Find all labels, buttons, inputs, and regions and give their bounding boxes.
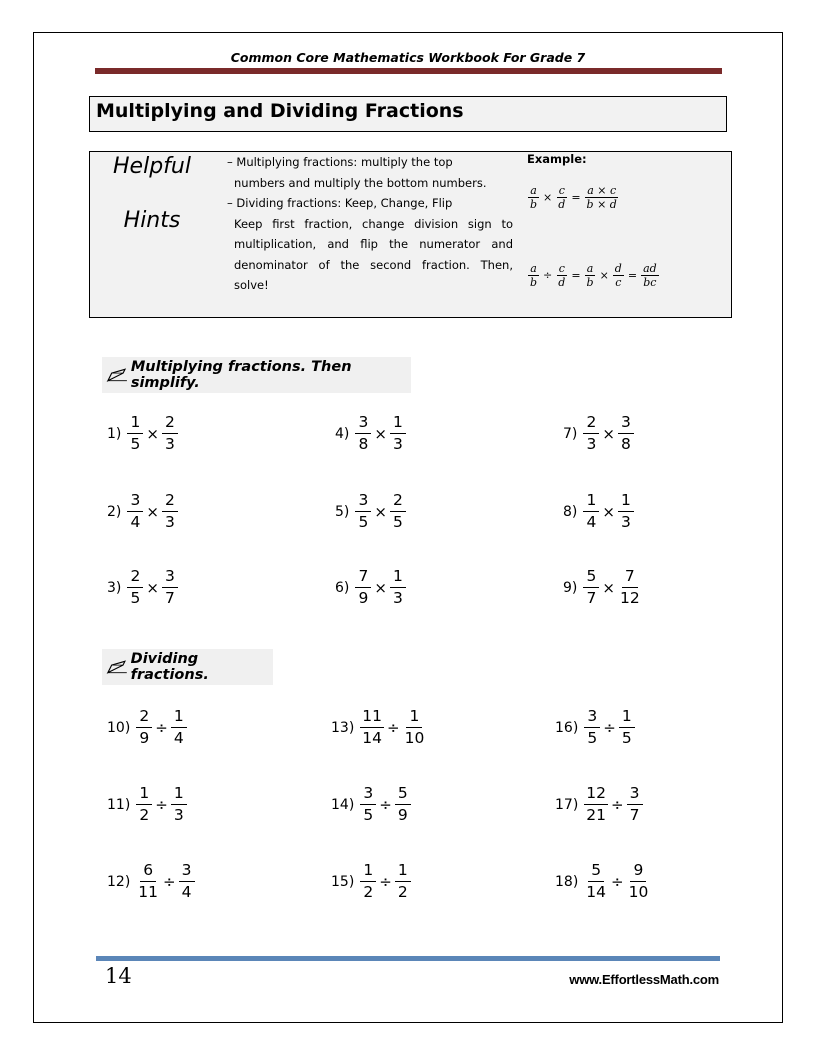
pencil-icon: [106, 659, 129, 675]
operator: ÷: [379, 872, 392, 891]
operator: ÷: [611, 872, 624, 891]
problem-number: 15): [331, 873, 355, 890]
formula-fraction: $\frac{c}{d}$: [558, 184, 566, 211]
hints-label-helpful: Helpful: [113, 154, 191, 179]
problem-number: 2): [107, 503, 122, 520]
formula-fraction: $\frac{ad}{bc}$: [643, 262, 657, 289]
fraction: $\frac{9}{10}$: [628, 861, 649, 901]
problem-number: 16): [555, 719, 579, 736]
fraction: $\frac{3}{8}$: [618, 412, 634, 455]
hint-divide-title-strong: – Dividing fractions:: [227, 196, 342, 210]
problem-number: 8): [563, 503, 578, 520]
operator: ÷: [611, 795, 624, 814]
fraction: $\frac{3}{7}$: [627, 783, 643, 826]
fraction: $\frac{2}{3}$: [162, 490, 178, 533]
hints-text: [227, 152, 513, 296]
formula-fraction: $\frac{a}{b}$: [530, 184, 538, 211]
problem-number: 5): [335, 503, 350, 520]
hint-divide-title-rest: Keep, Change, Flip: [341, 196, 453, 210]
operator: ×: [374, 502, 387, 521]
hint-multiply-line-1: – Multiplying fractions: multiply the top: [227, 155, 453, 169]
fraction: $\frac{3}{5}$: [584, 706, 600, 749]
header-bar: [95, 68, 722, 74]
fraction: $\frac{2}{9}$: [136, 706, 152, 749]
operator: ×: [146, 424, 159, 443]
fraction: $\frac{1}{5}$: [127, 412, 143, 455]
problem-number: 13): [331, 719, 355, 736]
fraction: $\frac{3}{4}$: [127, 490, 143, 533]
page-number: 14: [105, 964, 132, 988]
operator: ÷: [155, 795, 168, 814]
fraction: $\frac{5}{7}$: [583, 566, 599, 609]
operator: ×: [602, 424, 615, 443]
problem-number: 17): [555, 796, 579, 813]
problem-item: [555, 783, 643, 826]
fraction: $\frac{1}{3}$: [618, 490, 634, 533]
operator: ×: [146, 578, 159, 597]
problem-item: [107, 860, 195, 903]
footer-url: www.EffortlessMath.com: [569, 972, 719, 987]
formula-divide: $\frac{a}{b}$ ÷ $\frac{c}{d}$ = $\frac{a}{b}$ × $\frac{d}{c}$ = $\frac{ad}{bc}$: [530, 262, 657, 289]
operator: ×: [374, 578, 387, 597]
problem-number: 4): [335, 425, 350, 442]
problem-item: [107, 566, 178, 609]
problem-item: [555, 706, 635, 749]
problem-number: 10): [107, 719, 131, 736]
problem-item: [331, 706, 426, 749]
operator: ÷: [163, 872, 176, 891]
fraction: $\frac{3}{7}$: [162, 566, 178, 609]
fraction: $\frac{1}{4}$: [583, 490, 599, 533]
problem-number: 18): [555, 873, 579, 890]
problem-item: [107, 706, 187, 749]
dividing-heading-text: Dividing fractions.: [130, 651, 209, 683]
hint-multiply-line-2: numbers and multiply the bottom numbers.: [234, 175, 487, 190]
operator: ×: [374, 424, 387, 443]
problem-item: [563, 490, 634, 533]
helpful-hints-box: [89, 151, 732, 318]
operator: ÷: [155, 718, 168, 737]
fraction: $\frac{6}{11}$: [138, 861, 159, 901]
section-title: Multiplying and Dividing Fractions: [89, 96, 727, 132]
fraction: $\frac{3}{5}$: [360, 783, 376, 826]
fraction: $\frac{1}{3}$: [390, 412, 406, 455]
workbook-title: Common Core Mathematics Workbook For Grade 7: [230, 50, 586, 65]
fraction: $\frac{1}{2}$: [136, 783, 152, 826]
problem-number: 11): [107, 796, 131, 813]
problem-item: [335, 490, 406, 533]
pencil-icon: [106, 367, 129, 383]
formula-fraction: $\frac{a \times c}{b \times d}$: [586, 184, 617, 211]
fraction: $\frac{3}{4}$: [179, 860, 195, 903]
formula-fraction: $\frac{a}{b}$: [530, 262, 538, 289]
fraction: $\frac{5}{9}$: [395, 783, 411, 826]
fraction: $\frac{1}{2}$: [360, 860, 376, 903]
operator: ÷: [387, 718, 400, 737]
fraction: $\frac{11}{14}$: [362, 707, 383, 747]
fraction: $\frac{1}{4}$: [171, 706, 187, 749]
fraction: $\frac{1}{5}$: [619, 706, 635, 749]
fraction: $\frac{2}{5}$: [390, 490, 406, 533]
problem-item: [107, 412, 178, 455]
operator: ×: [602, 578, 615, 597]
problem-item: [563, 412, 634, 455]
problem-item: [331, 783, 411, 826]
formula-fraction: $\frac{a}{b}$: [586, 262, 594, 289]
problem-item: [335, 566, 406, 609]
problem-item: [563, 566, 642, 609]
problem-item: [331, 860, 411, 903]
fraction: $\frac{2}{3}$: [583, 412, 599, 455]
fraction: $\frac{7}{12}$: [619, 567, 640, 607]
formula-multiply: $\frac{a}{b}$ × $\frac{c}{d}$ = $\frac{a \times c}{b \times d}$: [530, 184, 617, 211]
operator: ×: [602, 502, 615, 521]
formula-fraction: $\frac{c}{d}$: [558, 262, 566, 289]
hints-label-hints: Hints: [123, 208, 181, 233]
problem-number: 6): [335, 579, 350, 596]
footer-bar: [96, 956, 720, 961]
fraction: $\frac{12}{21}$: [586, 784, 607, 824]
hint-divide-title: [227, 193, 513, 214]
fraction: $\frac{5}{14}$: [586, 861, 607, 901]
problem-number: 7): [563, 425, 578, 442]
formula-fraction: $\frac{d}{c}$: [614, 262, 622, 289]
dividing-heading: [102, 649, 273, 685]
operator: ×: [146, 502, 159, 521]
fraction: $\frac{2}{5}$: [127, 566, 143, 609]
fraction: $\frac{7}{9}$: [355, 566, 371, 609]
multiplying-heading-text: Multiplying fractions. Then simplify.: [130, 359, 352, 391]
problem-item: [107, 490, 178, 533]
operator: ÷: [379, 795, 392, 814]
hint-divide-body: Keep first fraction, change division sign to multiplication, and flip the numerator and denominator of the second fraction. Then, solve!: [234, 216, 513, 292]
problem-number: 3): [107, 579, 122, 596]
fraction: $\frac{3}{5}$: [355, 490, 371, 533]
problem-item: [107, 783, 187, 826]
fraction: $\frac{1}{2}$: [395, 860, 411, 903]
fraction: $\frac{1}{3}$: [171, 783, 187, 826]
example-label: Example:: [527, 152, 587, 166]
multiplying-heading: [102, 357, 411, 393]
problem-number: 9): [563, 579, 578, 596]
operator: ÷: [603, 718, 616, 737]
problem-number: 12): [107, 873, 131, 890]
fraction: $\frac{3}{8}$: [355, 412, 371, 455]
problem-item: [555, 860, 650, 903]
problem-number: 1): [107, 425, 122, 442]
problem-item: [335, 412, 406, 455]
fraction: $\frac{1}{3}$: [390, 566, 406, 609]
fraction: $\frac{1}{10}$: [404, 707, 425, 747]
fraction: $\frac{2}{3}$: [162, 412, 178, 455]
problem-number: 14): [331, 796, 355, 813]
